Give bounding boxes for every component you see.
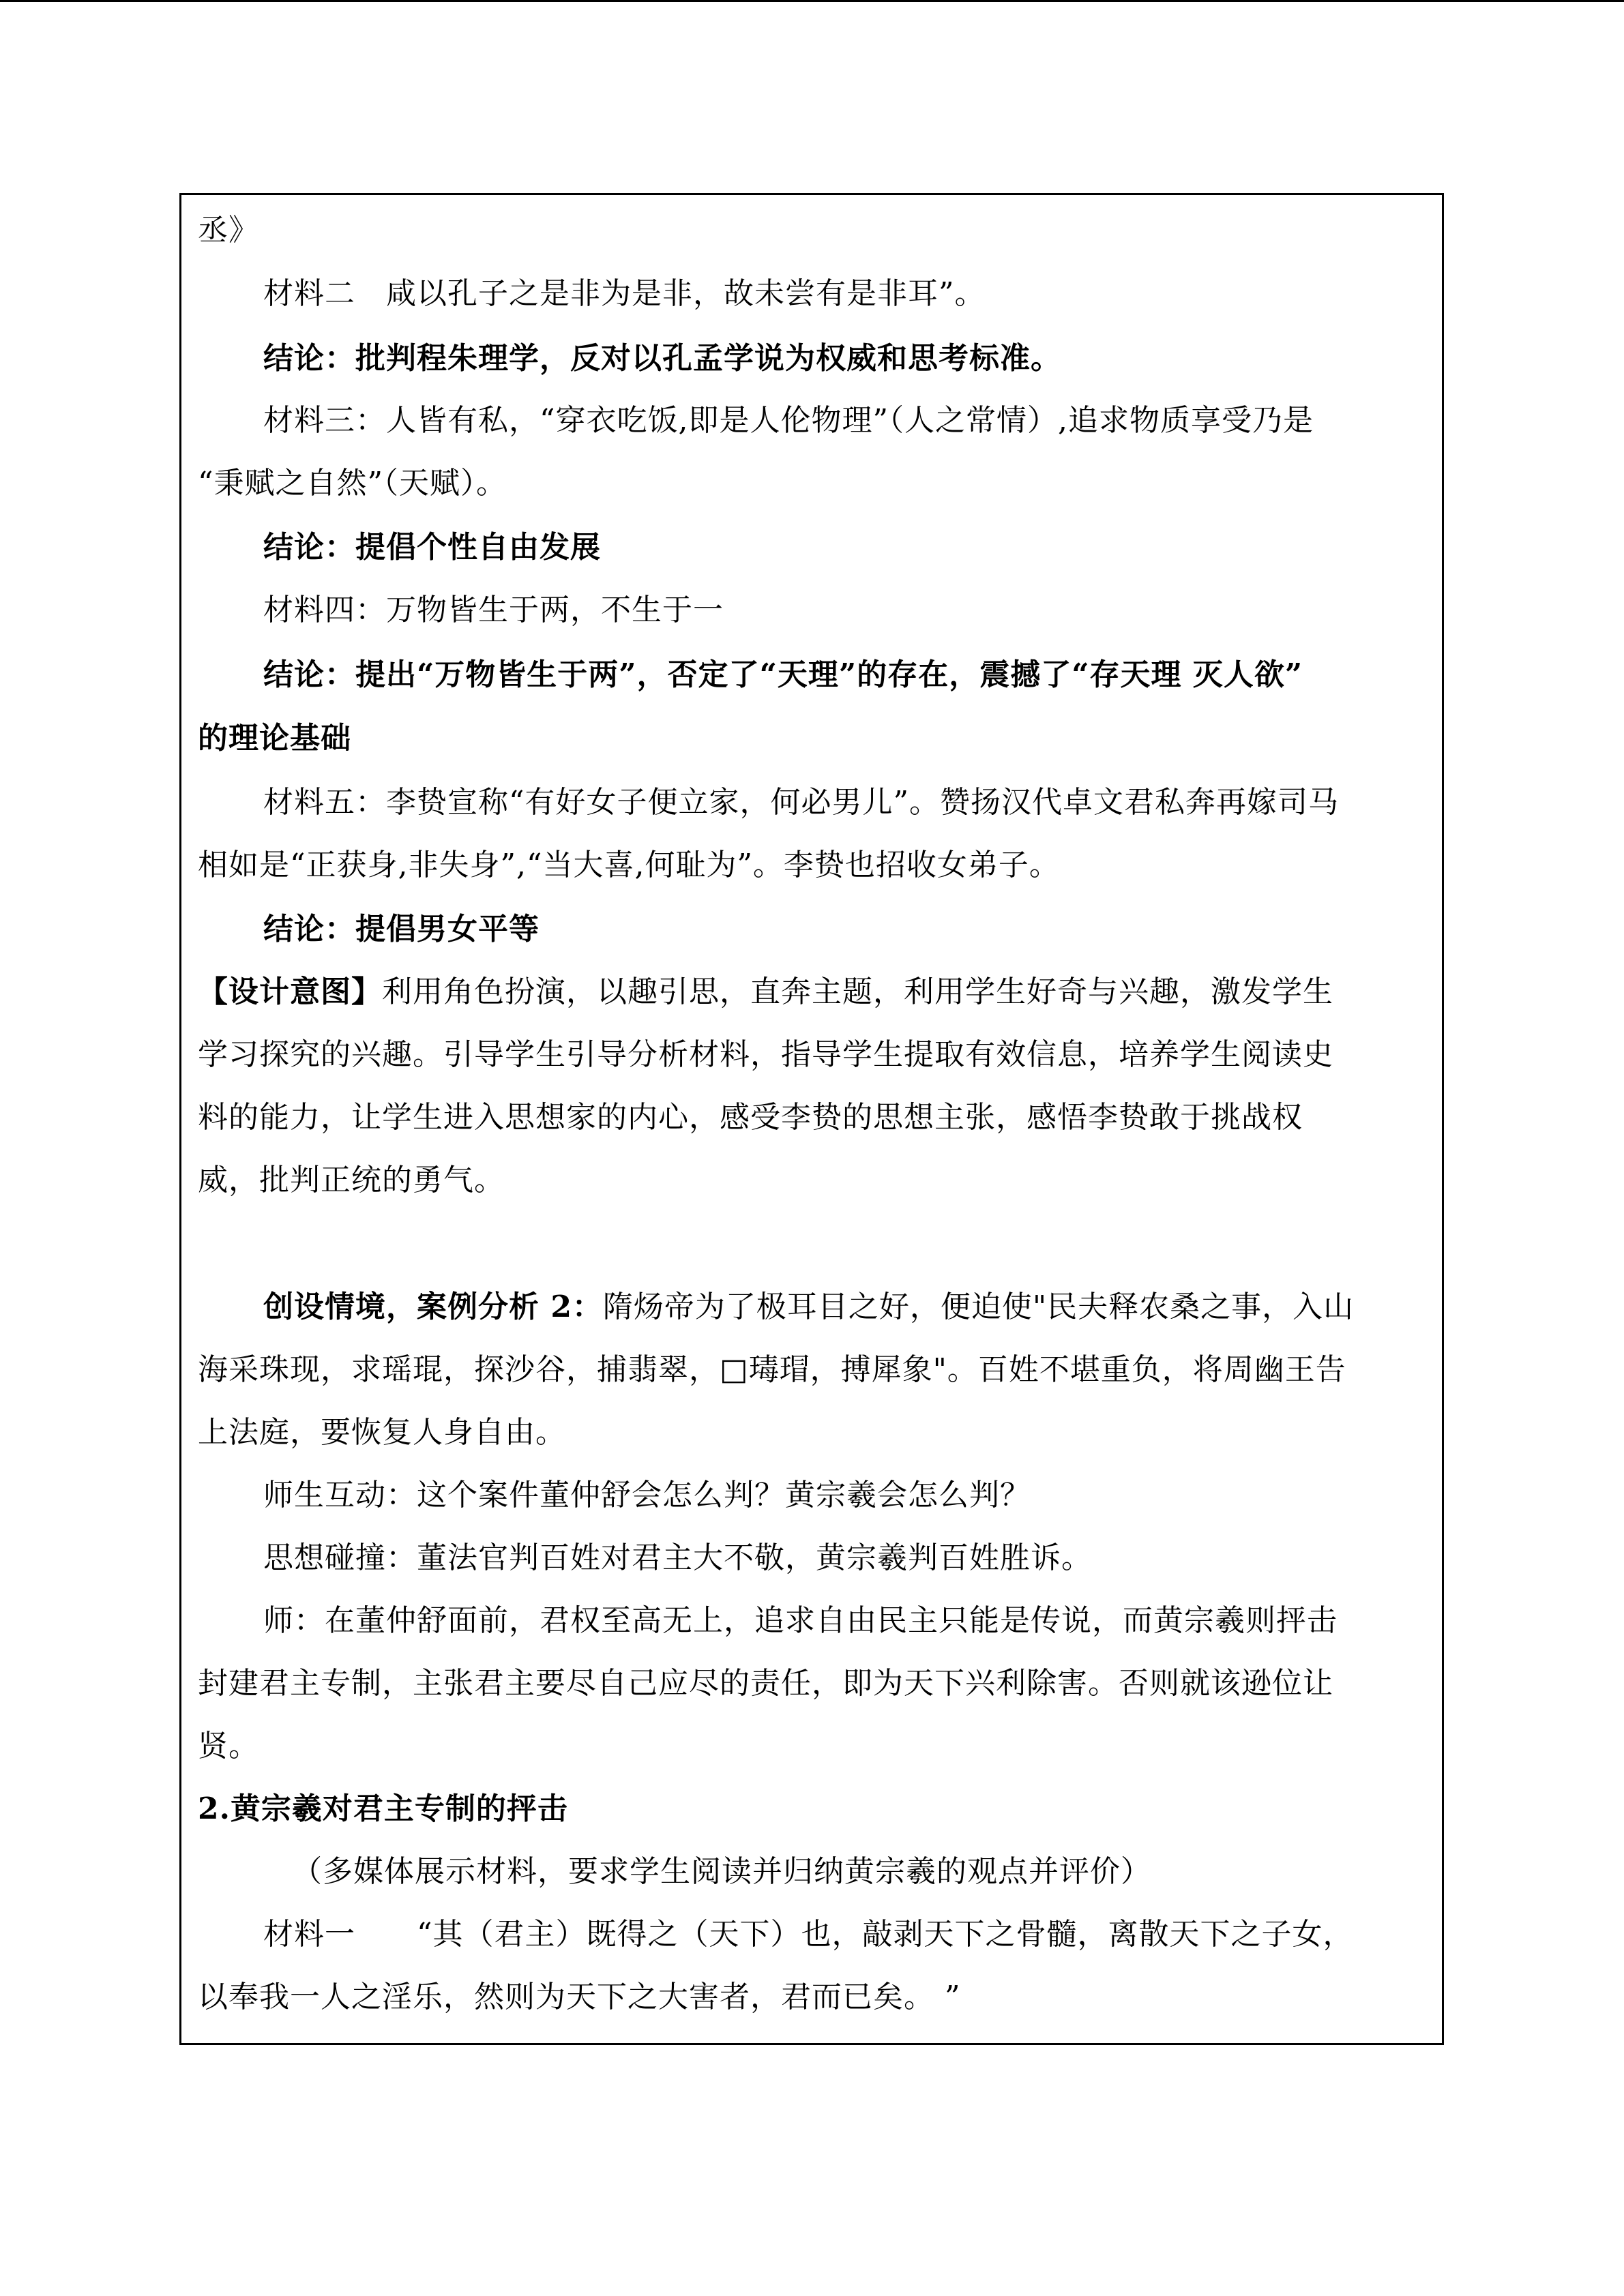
section-heading: 2.黄宗羲对君主专制的抨击 — [198, 1791, 568, 1826]
text-line: 师生互动：这个案件董仲舒会怎么判？黄宗羲会怎么判？ — [263, 1478, 1031, 1512]
text-line: 威，批判正统的勇气。 — [198, 1163, 505, 1197]
text-line: 材料四：万物皆生于两，不生于一 — [263, 593, 724, 627]
text-line: “秉赋之自然”（天赋）。 — [198, 466, 507, 501]
case-label: 创设情境，案例分析 2： — [263, 1289, 603, 1324]
text-line: 师：在董仲舒面前，君权至高无上，追求自由民主只能是传说，而黄宗羲则抨击 — [263, 1603, 1338, 1638]
text-line: 上法庭，要恢复人身自由。 — [198, 1415, 566, 1450]
text-line: 封建君主专制，主张君主要尽自己应尽的责任，即为天下兴利除害。否则就该逊位让 — [198, 1666, 1333, 1701]
text-line: 丞》 — [198, 213, 259, 248]
text-line: 学习探究的兴趣。引导学生引导分析材料，指导学生提取有效信息，培养学生阅读史 — [198, 1037, 1333, 1072]
text-line: 材料二 咸以孔子之是非为是非，故未尝有是非耳”。 — [263, 276, 986, 311]
text-line: 思想碰撞：董法官判百姓对君主大不敬，黄宗羲判百姓胜诉。 — [263, 1540, 1092, 1575]
text-line: 海采珠现，求瑶琨，探沙谷，捕翡翠，□瑇瑁，搏犀象"。百姓不堪重负，将周幽王告 — [198, 1352, 1346, 1387]
text-line: 相如是“正获身,非失身”,“当大喜,何耻为”。李贽也招收女弟子。 — [198, 848, 1060, 882]
design-intent-label: 【设计意图】 — [198, 974, 382, 1009]
text-line: （多媒体展示材料，要求学生阅读并归纳黄宗羲的观点并评价） — [292, 1854, 1151, 1889]
conclusion-line: 结论：批判程朱理学，反对以孔孟学说为权威和思考标准。 — [263, 341, 1061, 376]
case-text: 隋炀帝为了极耳目之好，便迫使"民夫释农桑之事，入山 — [602, 1289, 1355, 1324]
content-table-cell — [179, 193, 1444, 2045]
conclusion-line: 结论：提倡个性自由发展 — [263, 530, 601, 565]
text-line: 料的能力，让学生进入思想家的内心，感受李贽的思想主张，感悟李贽敢于挑战权 — [198, 1100, 1303, 1135]
text-line: 贤。 — [198, 1729, 259, 1763]
conclusion-line: 的理论基础 — [198, 721, 351, 756]
design-intent-line — [198, 972, 1426, 1013]
text-line: 以奉我一人之淫乐，然则为天下之大害者，君而已矣。 ” — [198, 1980, 961, 2014]
case-line — [263, 1287, 1426, 1328]
conclusion-line: 结论：提倡男女平等 — [263, 912, 540, 946]
text-line: 材料五：李贽宣称“有好女子便立家，何必男儿”。赞扬汉代卓文君私奔再嫁司马 — [263, 785, 1339, 820]
text-line: 材料一 “其（君主）既得之（天下）也，敲剥天下之骨髓，离散天下之子女， — [263, 1917, 1354, 1952]
conclusion-line: 结论：提出“万物皆生于两”，否定了“天理”的存在，震撼了“存天理 灭人欲” — [263, 657, 1303, 692]
page-top-border — [0, 0, 1624, 2]
text-line: 材料三：人皆有私，“穿衣吃饭,即是人伦物理”（人之常情）,追求物质享受乃是 — [263, 403, 1314, 438]
design-intent-text: 利用角色扮演，以趣引思，直奔主题，利用学生好奇与兴趣，激发学生 — [382, 974, 1333, 1009]
